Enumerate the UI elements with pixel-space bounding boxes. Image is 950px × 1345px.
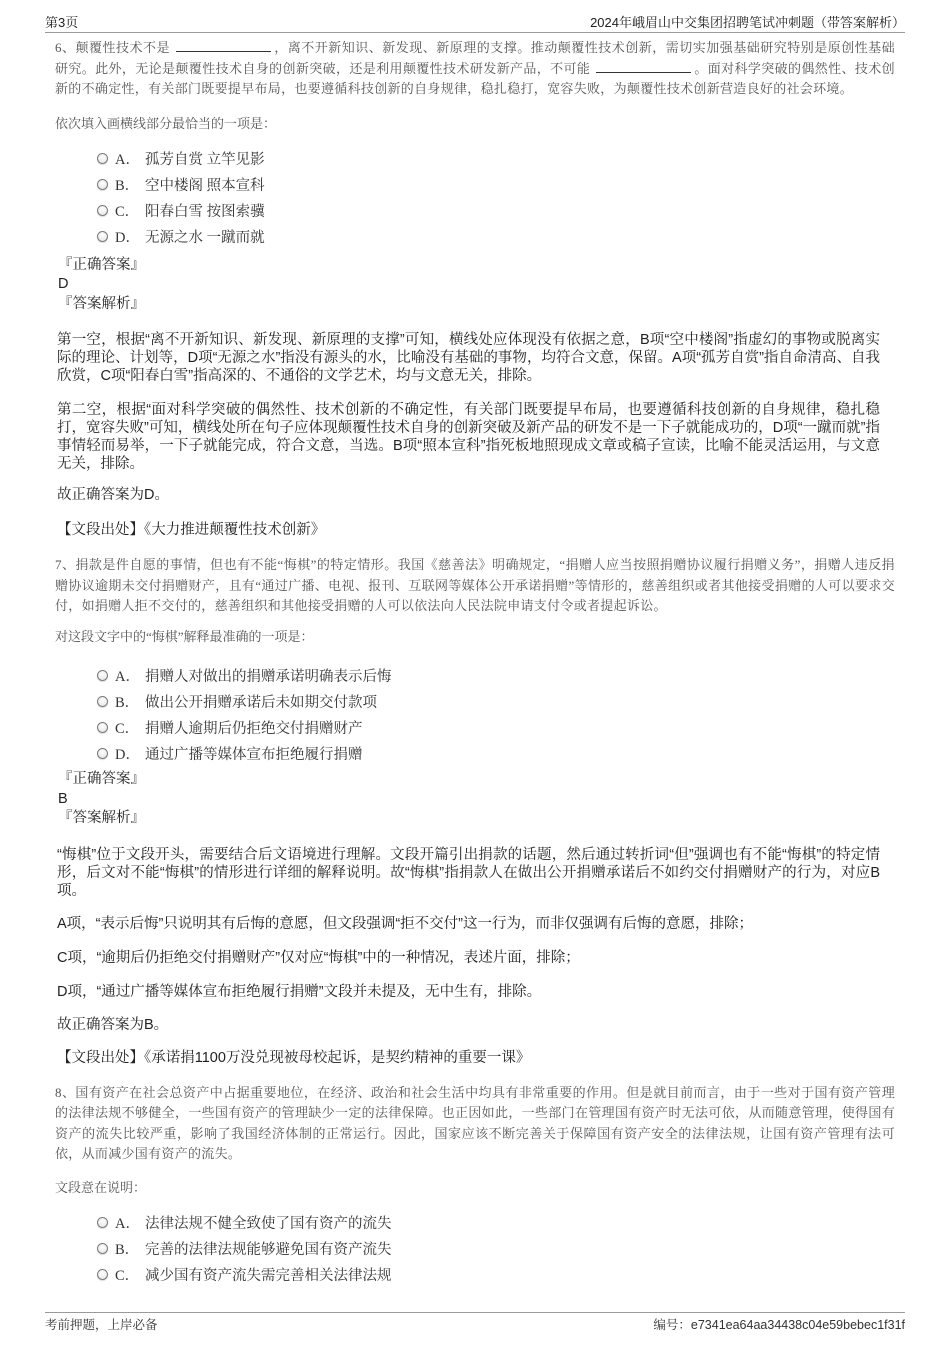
- fill-blank-1: [176, 39, 271, 52]
- analysis-paragraph: 第一空，根据“离不开新知识、新发现、新原理的支撑”可知，横线处应体现没有依据之意，B项“空中楼阁”指虚幻的事物或脱离实际的理论、计划等，D项“无源之水”指没有源头的水，比喻没有基础的事物，均符合文意，保留。A项“孤芳自赏”指自命清高、自我欣赏，C项“阳春白雪”指高深的、不通俗的文学艺术，均与文意无关，排除。: [57, 332, 880, 384]
- option-b-radio[interactable]: [97, 179, 108, 190]
- question-stem: 7、捐款是件自愿的事情，但也有不能“悔棋”的特定情形。我国《慈善法》明确规定，“捐赠人应当按照捐赠协议履行捐赠义务”，捐赠人违反捐赠协议逾期未交付捐赠财产，且有“通过广播、电视、报刊、互联网等媒体公开承诺捐赠”等情形的，慈善组织或者其他接受捐赠的人可以要求交付，如捐赠人拒不交付的，慈善组织和其他接受捐赠的人可以依法向人民法院申请支付令或者提起诉讼。: [55, 557, 895, 613]
- option-a[interactable]: [55, 1210, 895, 1236]
- stem-part: ，离不开新知识、新发现、新原理的支撑。推动颠覆性技术创新，需切实加强基础研究特别是原创性基础研究。此外，无论是颠覆性技术自身的创新突破，还是利用颠覆性技术研发新产品，不可能: [55, 40, 895, 76]
- correct-answer-value: D: [58, 276, 69, 292]
- page-header: [45, 11, 905, 33]
- option-a-radio[interactable]: [97, 153, 108, 164]
- option-c-radio[interactable]: [97, 205, 108, 216]
- option-a[interactable]: [55, 662, 895, 688]
- document-title: 2024年峨眉山中交集团招聘笔试冲刺题（带答案解析）: [590, 15, 905, 30]
- analysis-paragraph: A项，“表示后悔”只说明其有后悔的意愿，但文段强调“拒不交付”这一行为，而非仅强调有后悔的意愿，排除；: [57, 915, 753, 932]
- analysis-paragraph: 第二空，根据“面对科学突破的偶然性、技术创新的不确定性，有关部门既要提早布局，也要遵循科技创新的自身规律，稳扎稳打，宽容失败”可知，横线处所在句子应体现颠覆性技术自身的创新突破及新产品的研发不是一下子就能成功的，D项“一蹴而就”指事情轻而易举，一下子就能完成，符合文意，当选。B项“照本宣科”指死板地照现成文章或稿子宣读，比喻不能灵活运用，与文意无关，排除。: [57, 402, 880, 472]
- option-letter: B．: [115, 694, 140, 711]
- question-prompt: 文段意在说明：: [55, 1179, 147, 1195]
- option-d[interactable]: [55, 223, 895, 249]
- stem-part: 。面对科学突破的偶然性、技术创新的不确定性，有关部门既要提早布局，也要遵循科技创新的自身规律，稳扎稳打，宽容失败，为颠覆性技术创新营造良好的社会环境。: [55, 60, 895, 96]
- option-c[interactable]: [55, 1262, 895, 1288]
- option-text: 法律法规不健全致使了国有资产的流失: [145, 1216, 392, 1232]
- document-serial: 编号：e7341ea64aa34438c04e59bebec1f31f: [653, 1318, 905, 1332]
- question-8: [55, 1083, 895, 1288]
- option-letter: A．: [115, 668, 140, 685]
- question-prompt: 对这段文字中的“悔棋”解释最准确的一项是：: [55, 629, 314, 644]
- option-b-radio[interactable]: [97, 696, 108, 707]
- passage-source: [55, 1049, 895, 1067]
- option-list: [55, 1210, 895, 1288]
- option-d-radio[interactable]: [97, 748, 108, 759]
- page-number: 第3页: [45, 15, 79, 30]
- option-letter: A．: [115, 1216, 140, 1232]
- correct-answer-value: B: [58, 790, 68, 807]
- option-letter: D．: [115, 229, 140, 246]
- source-label: 【文段出处】: [57, 522, 144, 538]
- option-text: 捐赠人逾期后仍拒绝交付捐赠财产: [145, 720, 363, 737]
- analysis-conclusion: 故正确答案为D。: [57, 487, 169, 503]
- option-c-radio[interactable]: [97, 722, 108, 733]
- option-text: 无源之水 一蹴而就: [145, 229, 265, 246]
- question-prompt: 依次填入画横线部分最恰当的一项是：: [55, 116, 277, 131]
- option-c[interactable]: [55, 197, 895, 223]
- option-text: 孤芳自赏 立竿见影: [145, 151, 265, 168]
- passage-source: [55, 521, 895, 539]
- option-list: [55, 662, 895, 766]
- analysis-label: 『答案解析』: [58, 295, 145, 312]
- answer-block: [55, 770, 895, 829]
- option-a[interactable]: [55, 145, 895, 171]
- option-letter: C．: [115, 203, 140, 220]
- option-letter: C．: [115, 1268, 140, 1284]
- question-stem: 8、国有资产在社会总资产中占据重要地位，在经济、政治和社会生活中均具有非常重要的作用。但是就目前而言，由于一些对于国有资产管理的法律法规不够健全，一些国有资产的管理缺少一定的法律保障。也正因如此，一些部门在管理国有资产时无法可依，从而随意管理，使得国有资产的流失比较严重，影响了我国经济体制的正常运行。因此，国家应该不断完善关于保障国有资产安全的法律法规，让国有资产管理有法可依，从而减少国有资产的流失。: [55, 1084, 895, 1161]
- source-title: 《大力推进颠覆性技术创新》: [144, 522, 326, 538]
- option-text: 减少国有资产流失需完善相关法律法规: [145, 1268, 392, 1284]
- option-list: [55, 145, 895, 249]
- stem-part: 6、颠覆性技术不是: [55, 40, 170, 55]
- option-c-radio[interactable]: [97, 1269, 108, 1280]
- option-a-radio[interactable]: [97, 670, 108, 681]
- option-d-radio[interactable]: [97, 231, 108, 242]
- question-6: [55, 38, 895, 539]
- analysis-conclusion: 故正确答案为B。: [57, 1016, 169, 1033]
- option-b-radio[interactable]: [97, 1243, 108, 1254]
- footer-slogan: 考前押题，上岸必备: [45, 1318, 158, 1332]
- analysis-paragraph: “悔棋”位于文段开头，需要结合后文语境进行理解。文段开篇引出捐款的话题，然后通过转折词“但”强调也有不能“悔棋”的特定情形，后文对不能“悔棋”的情形进行详细的解释说明。故“悔棋”指捐款人在做出公开捐赠承诺后不如约交付捐赠财产的行为，对应B项。: [57, 846, 880, 899]
- analysis-paragraph: D项，“通过广播等媒体宣布拒绝履行捐赠”文段并未提及，无中生有，排除。: [57, 983, 542, 1000]
- source-label: 【文段出处】: [57, 1049, 144, 1066]
- option-letter: C．: [115, 720, 140, 737]
- correct-answer-label: 『正确答案』: [58, 256, 145, 273]
- option-a-radio[interactable]: [97, 1217, 108, 1228]
- answer-block: [55, 256, 895, 315]
- option-letter: B．: [115, 177, 140, 194]
- option-text: 通过广播等媒体宣布拒绝履行捐赠: [145, 746, 363, 763]
- option-text: 空中楼阁 照本宣科: [145, 177, 265, 194]
- page-content: [55, 38, 895, 1288]
- option-b[interactable]: [55, 1236, 895, 1262]
- analysis-paragraph: C项，“逾期后仍拒绝交付捐赠财产”仅对应“悔棋”中的一种情况，表述片面，排除；: [57, 949, 580, 966]
- option-c[interactable]: [55, 714, 895, 740]
- analysis-label: 『答案解析』: [58, 810, 145, 826]
- option-letter: B．: [115, 1242, 140, 1258]
- question-stem: [55, 38, 895, 100]
- fill-blank-2: [596, 60, 691, 73]
- question-7: [55, 555, 895, 1067]
- option-b[interactable]: [55, 171, 895, 197]
- option-text: 完善的法律法规能够避免国有资产流失: [145, 1242, 392, 1258]
- option-letter: A．: [115, 151, 140, 168]
- option-text: 阳春白雪 按图索骥: [145, 203, 265, 220]
- option-b[interactable]: [55, 688, 895, 714]
- option-letter: D．: [115, 746, 140, 763]
- option-text: 捐赠人对做出的捐赠承诺明确表示后悔: [145, 668, 392, 685]
- option-text: 做出公开捐赠承诺后未如期交付款项: [145, 694, 377, 711]
- option-d[interactable]: [55, 740, 895, 766]
- correct-answer-label: 『正确答案』: [58, 771, 145, 787]
- source-title: 《承诺捐1100万没兑现被母校起诉，是契约精神的重要一课》: [144, 1049, 531, 1066]
- page-footer: [45, 1312, 905, 1333]
